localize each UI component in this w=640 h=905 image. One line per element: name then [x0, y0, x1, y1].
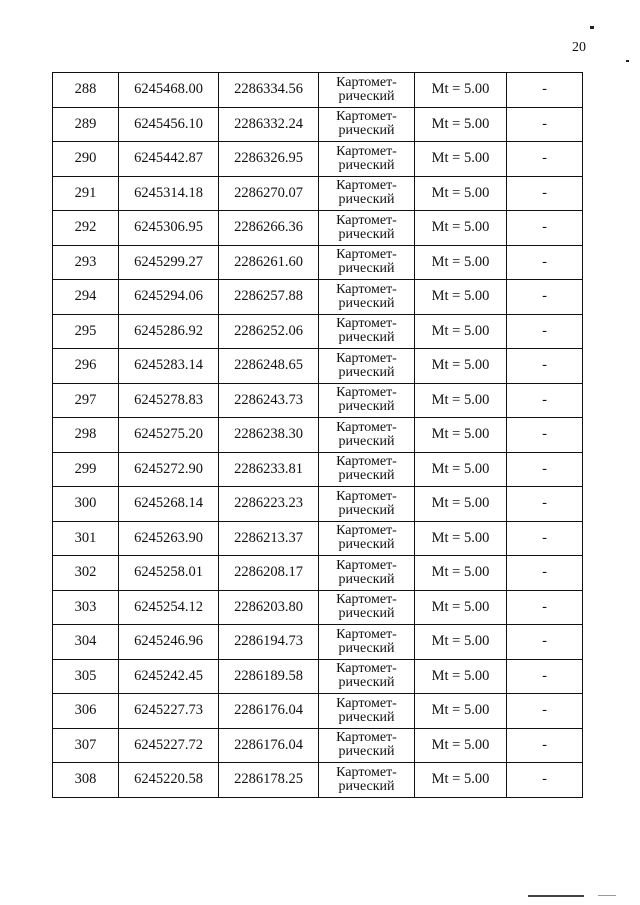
method-line-2: рический — [338, 433, 395, 449]
method-line-2: рический — [338, 157, 395, 173]
accuracy: Mt = 5.00 — [415, 245, 507, 280]
table-row — [53, 142, 583, 177]
method-line-1: Картомет- — [336, 109, 397, 125]
table-row — [53, 659, 583, 694]
accuracy: Mt = 5.00 — [415, 418, 507, 453]
method-cell — [319, 763, 415, 798]
coordinate-y: 2286252.06 — [219, 314, 319, 349]
method-line-1: Картомет- — [336, 74, 397, 90]
point-number: 301 — [53, 521, 119, 556]
method-line-1: Картомет- — [336, 488, 397, 504]
method-line-1: Картомет- — [336, 350, 397, 366]
coordinate-y: 2286233.81 — [219, 452, 319, 487]
method-line-2: рический — [338, 364, 395, 380]
description: - — [507, 694, 583, 729]
coordinate-x: 6245306.95 — [119, 211, 219, 246]
coordinate-y: 2286243.73 — [219, 383, 319, 418]
coordinates-table — [52, 72, 583, 798]
point-number: 303 — [53, 590, 119, 625]
method-cell — [319, 452, 415, 487]
point-number: 304 — [53, 625, 119, 660]
coordinate-y: 2286270.07 — [219, 176, 319, 211]
table-row — [53, 211, 583, 246]
description: - — [507, 349, 583, 384]
coordinate-x: 6245263.90 — [119, 521, 219, 556]
method-cell — [319, 383, 415, 418]
description: - — [507, 73, 583, 108]
coordinate-y: 2286266.36 — [219, 211, 319, 246]
accuracy: Mt = 5.00 — [415, 142, 507, 177]
method-cell — [319, 280, 415, 315]
scan-artifact — [528, 895, 584, 897]
method-cell — [319, 73, 415, 108]
method-cell — [319, 349, 415, 384]
point-number: 293 — [53, 245, 119, 280]
accuracy: Mt = 5.00 — [415, 349, 507, 384]
method-cell — [319, 418, 415, 453]
table-row — [53, 625, 583, 660]
accuracy: Mt = 5.00 — [415, 176, 507, 211]
accuracy: Mt = 5.00 — [415, 521, 507, 556]
table-row — [53, 728, 583, 763]
method-cell — [319, 694, 415, 729]
accuracy: Mt = 5.00 — [415, 590, 507, 625]
point-number: 288 — [53, 73, 119, 108]
description: - — [507, 556, 583, 591]
point-number: 307 — [53, 728, 119, 763]
coordinate-y: 2286213.37 — [219, 521, 319, 556]
method-line-1: Картомет- — [336, 695, 397, 711]
description: - — [507, 211, 583, 246]
coordinate-y: 2286208.17 — [219, 556, 319, 591]
point-number: 291 — [53, 176, 119, 211]
point-number: 289 — [53, 107, 119, 142]
description: - — [507, 625, 583, 660]
method-line-1: Картомет- — [336, 730, 397, 746]
method-cell — [319, 176, 415, 211]
coordinate-x: 6245272.90 — [119, 452, 219, 487]
page-number: 20 — [572, 40, 586, 55]
table-row — [53, 694, 583, 729]
coordinate-y: 2286257.88 — [219, 280, 319, 315]
description: - — [507, 487, 583, 522]
accuracy: Mt = 5.00 — [415, 694, 507, 729]
point-number: 295 — [53, 314, 119, 349]
accuracy: Mt = 5.00 — [415, 314, 507, 349]
accuracy: Mt = 5.00 — [415, 211, 507, 246]
point-number: 298 — [53, 418, 119, 453]
description: - — [507, 418, 583, 453]
table-row — [53, 314, 583, 349]
method-cell — [319, 521, 415, 556]
coordinate-y: 2286176.04 — [219, 694, 319, 729]
coordinate-y: 2286176.04 — [219, 728, 319, 763]
method-line-1: Картомет- — [336, 178, 397, 194]
accuracy: Mt = 5.00 — [415, 73, 507, 108]
method-line-2: рический — [338, 640, 395, 656]
coordinate-x: 6245227.72 — [119, 728, 219, 763]
method-line-1: Картомет- — [336, 316, 397, 332]
coordinate-y: 2286238.30 — [219, 418, 319, 453]
coordinate-x: 6245314.18 — [119, 176, 219, 211]
method-line-2: рический — [338, 537, 395, 553]
description: - — [507, 590, 583, 625]
method-line-2: рический — [338, 502, 395, 518]
method-line-2: рический — [338, 295, 395, 311]
method-cell — [319, 728, 415, 763]
coordinate-x: 6245283.14 — [119, 349, 219, 384]
method-cell — [319, 142, 415, 177]
accuracy: Mt = 5.00 — [415, 107, 507, 142]
accuracy: Mt = 5.00 — [415, 383, 507, 418]
table-row — [53, 556, 583, 591]
table-row — [53, 176, 583, 211]
coordinate-x: 6245442.87 — [119, 142, 219, 177]
coordinate-y: 2286248.65 — [219, 349, 319, 384]
point-number: 305 — [53, 659, 119, 694]
method-line-2: рический — [338, 778, 395, 794]
method-cell — [319, 556, 415, 591]
table-row — [53, 73, 583, 108]
coordinate-x: 6245468.00 — [119, 73, 219, 108]
table-row — [53, 349, 583, 384]
method-line-2: рический — [338, 226, 395, 242]
method-line-1: Картомет- — [336, 281, 397, 297]
point-number: 299 — [53, 452, 119, 487]
description: - — [507, 107, 583, 142]
method-line-2: рический — [338, 123, 395, 139]
coordinate-y: 2286194.73 — [219, 625, 319, 660]
accuracy: Mt = 5.00 — [415, 487, 507, 522]
accuracy: Mt = 5.00 — [415, 763, 507, 798]
table-row — [53, 763, 583, 798]
description: - — [507, 521, 583, 556]
method-line-1: Картомет- — [336, 626, 397, 642]
coordinate-x: 6245254.12 — [119, 590, 219, 625]
coordinate-y: 2286178.25 — [219, 763, 319, 798]
coordinate-y: 2286189.58 — [219, 659, 319, 694]
accuracy: Mt = 5.00 — [415, 659, 507, 694]
coordinate-x: 6245268.14 — [119, 487, 219, 522]
coordinate-x: 6245246.96 — [119, 625, 219, 660]
coordinate-y: 2286332.24 — [219, 107, 319, 142]
method-line-1: Картомет- — [336, 557, 397, 573]
method-line-2: рический — [338, 468, 395, 484]
coordinate-x: 6245299.27 — [119, 245, 219, 280]
method-line-2: рический — [338, 606, 395, 622]
method-line-2: рический — [338, 88, 395, 104]
method-line-2: рический — [338, 330, 395, 346]
description: - — [507, 659, 583, 694]
description: - — [507, 245, 583, 280]
table-row — [53, 521, 583, 556]
method-line-1: Картомет- — [336, 247, 397, 263]
description: - — [507, 176, 583, 211]
table-row — [53, 452, 583, 487]
method-cell — [319, 625, 415, 660]
accuracy: Mt = 5.00 — [415, 556, 507, 591]
method-line-2: рический — [338, 744, 395, 760]
point-number: 308 — [53, 763, 119, 798]
method-line-1: Картомет- — [336, 764, 397, 780]
method-line-2: рический — [338, 571, 395, 587]
method-line-2: рический — [338, 192, 395, 208]
point-number: 300 — [53, 487, 119, 522]
method-cell — [319, 245, 415, 280]
table-row — [53, 418, 583, 453]
coordinate-x: 6245220.58 — [119, 763, 219, 798]
accuracy: Mt = 5.00 — [415, 728, 507, 763]
table-row — [53, 107, 583, 142]
method-line-2: рический — [338, 709, 395, 725]
description: - — [507, 452, 583, 487]
point-number: 302 — [53, 556, 119, 591]
coordinate-x: 6245258.01 — [119, 556, 219, 591]
table-row — [53, 487, 583, 522]
method-line-1: Картомет- — [336, 592, 397, 608]
method-line-2: рический — [338, 675, 395, 691]
table-row — [53, 383, 583, 418]
table-row — [53, 590, 583, 625]
method-line-1: Картомет- — [336, 385, 397, 401]
method-line-1: Картомет- — [336, 212, 397, 228]
table-row — [53, 245, 583, 280]
method-cell — [319, 659, 415, 694]
coordinate-y: 2286326.95 — [219, 142, 319, 177]
method-line-1: Картомет- — [336, 419, 397, 435]
scan-speck — [626, 60, 629, 62]
method-cell — [319, 590, 415, 625]
description: - — [507, 314, 583, 349]
coordinate-x: 6245456.10 — [119, 107, 219, 142]
accuracy: Mt = 5.00 — [415, 625, 507, 660]
coordinate-y: 2286261.60 — [219, 245, 319, 280]
method-cell — [319, 211, 415, 246]
table-row — [53, 280, 583, 315]
description: - — [507, 142, 583, 177]
description: - — [507, 280, 583, 315]
coordinate-x: 6245227.73 — [119, 694, 219, 729]
description: - — [507, 728, 583, 763]
coordinate-y: 2286203.80 — [219, 590, 319, 625]
point-number: 296 — [53, 349, 119, 384]
point-number: 297 — [53, 383, 119, 418]
coordinate-y: 2286334.56 — [219, 73, 319, 108]
method-line-1: Картомет- — [336, 523, 397, 539]
description: - — [507, 383, 583, 418]
method-cell — [319, 107, 415, 142]
accuracy: Mt = 5.00 — [415, 452, 507, 487]
coordinates-table-body — [53, 73, 583, 798]
method-cell — [319, 314, 415, 349]
point-number: 306 — [53, 694, 119, 729]
method-line-2: рический — [338, 261, 395, 277]
coordinate-x: 6245278.83 — [119, 383, 219, 418]
coordinate-x: 6245275.20 — [119, 418, 219, 453]
method-line-2: рический — [338, 399, 395, 415]
coordinate-x: 6245294.06 — [119, 280, 219, 315]
method-cell — [319, 487, 415, 522]
coordinate-x: 6245286.92 — [119, 314, 219, 349]
coordinate-x: 6245242.45 — [119, 659, 219, 694]
point-number: 294 — [53, 280, 119, 315]
coordinate-y: 2286223.23 — [219, 487, 319, 522]
point-number: 292 — [53, 211, 119, 246]
description: - — [507, 763, 583, 798]
point-number: 290 — [53, 142, 119, 177]
method-line-1: Картомет- — [336, 143, 397, 159]
scan-artifact — [598, 895, 616, 896]
method-line-1: Картомет- — [336, 661, 397, 677]
scan-speck — [590, 26, 594, 29]
accuracy: Mt = 5.00 — [415, 280, 507, 315]
method-line-1: Картомет- — [336, 454, 397, 470]
